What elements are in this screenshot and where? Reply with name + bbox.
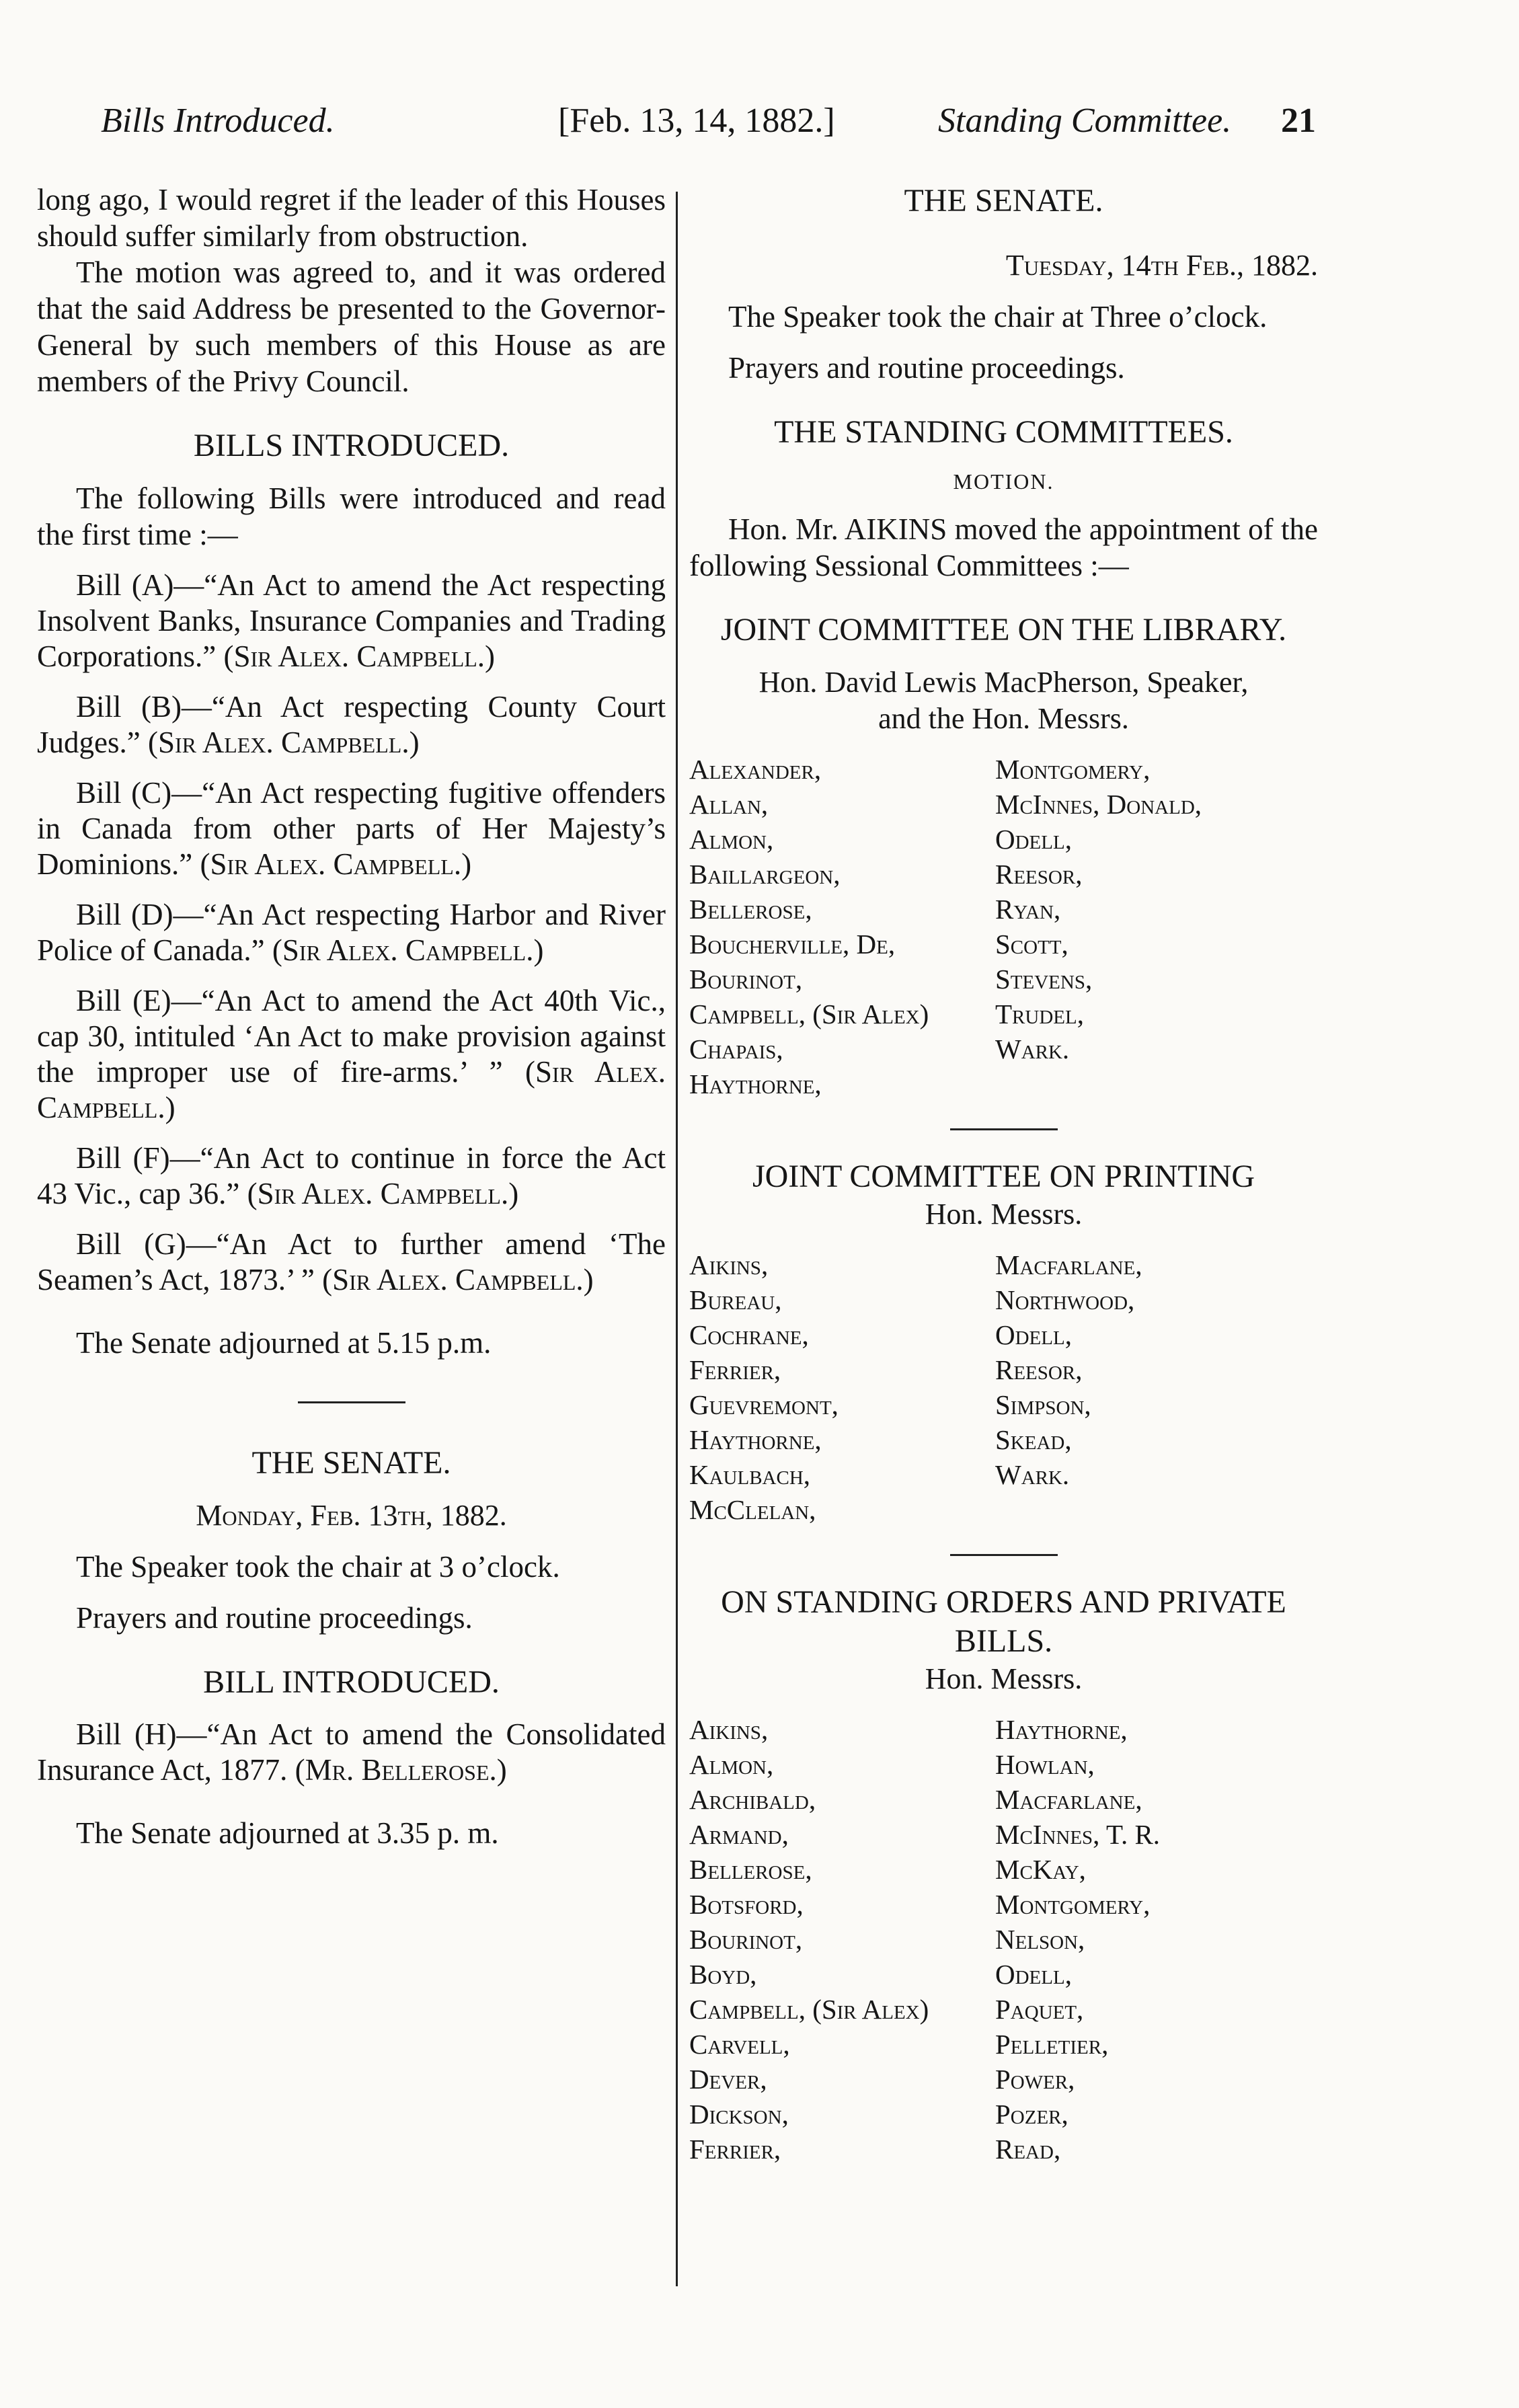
member-name: Stevens, [995,964,1093,995]
member-name: Macfarlane, [995,1784,1142,1815]
member-name: Odell, [995,824,1072,855]
member-name: Baillargeon, [689,859,841,890]
speaker-line: The Speaker took the chair at Three o’clock. [728,300,1268,334]
member-name: Pelletier, [995,2029,1109,2060]
bill-list [37,568,666,1298]
committee-heading: ON STANDING ORDERS AND PRIVATE BILLS. [721,1584,1286,1659]
member-name: Wark. [995,1034,1070,1064]
member-name: Pozer, [995,2099,1068,2130]
member-name: Skead, [995,1424,1072,1455]
member-name: Campbell, (Sir Alex) [689,1994,929,2025]
motion-result-paragraph: The motion was agreed to, and it was ordered that the said Address be presented to the Governor-General by such members of this House as are members of the Privy Council. [37,256,666,398]
committee-heading: JOINT COMMITTEE ON PRINTING [752,1159,1255,1194]
bill-text: Bill (D)—“An Act respecting Harbor and River Police of Canada.” [37,898,666,967]
page-number: 21 [1281,102,1316,140]
motion-paragraph: Hon. Mr. AIKINS moved the appointment of the following Sessional Committees :— [689,512,1318,582]
bill-sponsor: (Sir Alex. Campbell.) [247,1177,519,1210]
bill-sponsor: (Sir Alex. Campbell.) [223,639,496,673]
member-name: Boyd, [689,1959,757,1990]
library-committee [689,611,1318,1101]
bill-text: Bill (F)—“An Act to continue in force the Act 43 Vic., cap 36.” [37,1141,666,1210]
bill-entry [37,1717,666,1788]
member-name: Montgomery, [995,1889,1151,1920]
member-name: Haythorne, [689,1069,822,1099]
member-name: Chapais, [689,1034,783,1064]
member-name: Northwood, [995,1284,1135,1315]
member-name: Armand, [689,1819,789,1850]
member-name: McInnes, Donald, [995,789,1202,820]
member-name: Ryan, [995,894,1061,925]
member-name: Read, [995,2134,1061,2165]
member-name: Dickson, [689,2099,789,2130]
standing-committees-heading: THE STANDING COMMITTEES. [774,414,1233,450]
member-name: Alexander, [689,754,822,785]
member-name: Nelson, [995,1924,1085,1955]
member-name: Paquet, [995,1994,1084,2025]
member-name: McInnes, T. R. [995,1819,1161,1850]
member-name: Aikins, [689,1249,769,1280]
header-topic: Standing Committee. [938,102,1232,140]
member-name: Ferrier, [689,2134,781,2165]
member-list [689,1247,1318,1527]
sitting-date: Tuesday, 14th Feb., 1882. [1005,249,1318,282]
bill-entry [37,775,666,882]
member-name: Archibald, [689,1784,816,1815]
bill-text: Bill (H)—“An Act to amend the Consolidated Insurance Act, 1877. [37,1717,666,1787]
member-name: Botsford, [689,1889,804,1920]
prayers-line: Prayers and routine proceedings. [728,351,1125,385]
member-name: Campbell, (Sir Alex) [689,999,929,1030]
header-date: [Feb. 13, 14, 1882.] [558,102,835,140]
member-name: Aikins, [689,1714,769,1745]
member-name: Bellerose, [689,1854,812,1885]
bill-sponsor: (Sir Alex. Campbell.) [272,933,544,967]
bills-introduced-heading: BILLS INTRODUCED. [193,428,510,463]
member-name: McClelan, [689,1494,816,1525]
member-name: Power, [995,2064,1075,2095]
bill-sponsor: (Sir Alex. Campbell.) [147,726,420,759]
member-name: Allan, [689,789,769,820]
bill-text: Bill (E)—“An Act to amend the Act 40th Vic., cap 30, intituled ‘An Act to make provision against the improper use of fire-arms.’ ” [37,984,666,1089]
committee-messrs-line: and the Hon. Messrs. [878,702,1129,735]
member-name: Reesor, [995,859,1083,890]
member-name: Montgomery, [995,754,1151,785]
sitting-date: Monday, Feb. 13th, 1882. [196,1499,507,1532]
bill-entry [37,983,666,1126]
member-name: McKay, [995,1854,1086,1885]
member-name: Bureau, [689,1284,782,1315]
member-name: Howlan, [995,1749,1095,1780]
bill-entry [37,1227,666,1298]
senate-heading: THE SENATE. [251,1445,451,1481]
member-name: Trudel, [995,999,1084,1030]
member-name: Bourinot, [689,964,803,995]
bills-intro-paragraph: The following Bills were introduced and read the first time :— [37,481,666,551]
committee-speaker-line: Hon. David Lewis MacPherson, Speaker, [758,666,1249,699]
member-name: Scott, [995,929,1068,960]
bill-sponsor: (Sir Alex. Campbell.) [37,1055,666,1124]
speaker-line: The Speaker took the chair at 3 o’clock. [76,1550,560,1584]
right-column [689,182,1318,2167]
bill-sponsor: (Sir Alex. Campbell.) [322,1263,594,1296]
bill-text: Bill (G)—“An Act to further amend ‘The Seamen’s Act, 1873.’ ” [37,1227,666,1296]
left-column [37,182,666,1851]
member-name: Kaulbach, [689,1459,811,1490]
member-name: Wark. [995,1459,1070,1490]
bill-entry [37,1140,666,1212]
member-name: Bourinot, [689,1924,803,1955]
member-name: Guevremont, [689,1389,839,1420]
header-section-title: Bills Introduced. [101,102,335,140]
member-name: Reesor, [995,1354,1083,1385]
member-name: Dever, [689,2064,767,2095]
member-name [995,1066,1318,1101]
committee-messrs-line: Hon. Messrs. [925,1662,1083,1695]
member-name: Simpson, [995,1389,1091,1420]
member-name: Cochrane, [689,1319,809,1350]
member-name: Haythorne, [995,1714,1128,1745]
running-header [87,101,1318,155]
bill-sponsor: (Mr. Bellerose.) [295,1753,507,1787]
member-name [995,1492,1318,1527]
member-name: Carvell, [689,2029,790,2060]
senate-heading: THE SENATE. [904,183,1103,219]
member-name: Almon, [689,1749,774,1780]
member-name: Odell, [995,1319,1072,1350]
bill-entry [37,689,666,761]
bill-text: Bill (A)—“An Act to amend the Act respecting Insolvent Banks, Insurance Companies and Trading Corporations.” [37,568,666,673]
prayers-line: Prayers and routine proceedings. [76,1601,473,1635]
adjournment-line: The Senate adjourned at 5.15 p.m. [76,1326,492,1360]
standing-orders-committee [689,1583,1318,2167]
column-divider [676,192,678,2286]
member-name: Almon, [689,824,774,855]
bill-sponsor: (Sir Alex. Campbell.) [200,847,472,881]
continued-paragraph: long ago, I would regret if the leader of this Houses should suffer similarly from obstruction. [37,183,666,253]
member-list [689,752,1318,1101]
member-name: Odell, [995,1959,1072,1990]
bill-text: Bill (B)—“An Act respecting County Court Judges.” [37,690,666,759]
member-name: Ferrier, [689,1354,781,1385]
bill-introduced-heading: BILL INTRODUCED. [203,1664,500,1700]
motion-label: MOTION. [953,469,1054,494]
member-name: Boucherville, De, [689,929,896,960]
adjournment-line: The Senate adjourned at 3.35 p. m. [76,1816,499,1850]
bill-entry [37,897,666,968]
committee-messrs-line: Hon. Messrs. [925,1198,1083,1231]
member-name: Macfarlane, [995,1249,1142,1280]
bill-entry [37,568,666,674]
member-name: Bellerose, [689,894,812,925]
printing-committee [689,1157,1318,1527]
bill-text: Bill (C)—“An Act respecting fugitive offenders in Canada from other parts of Her Majesty’s Dominions.” [37,776,666,881]
committee-heading: JOINT COMMITTEE ON THE LIBRARY. [720,612,1287,648]
member-name: Haythorne, [689,1424,822,1455]
member-list [689,1712,1318,2167]
